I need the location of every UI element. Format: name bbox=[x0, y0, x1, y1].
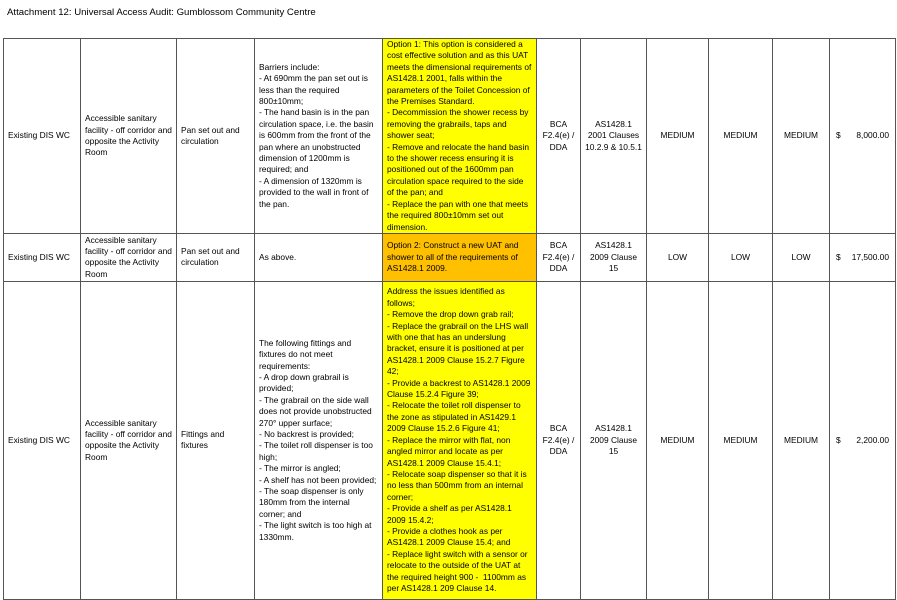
standard-cell: AS1428.1 2009 Clause 15 bbox=[581, 281, 647, 599]
cost-cell bbox=[830, 39, 896, 234]
page-title: Attachment 12: Universal Access Audit: Gumblossom Community Centre bbox=[7, 7, 316, 18]
element-cell: Pan set out and circulation bbox=[177, 39, 255, 234]
element-cell: Fittings and fixtures bbox=[177, 281, 255, 599]
issue-cell: The following fittings and fixtures do not meet requirements: - A drop down grabrail is provided; - The grabrail on the side wall does not provide unobstructed 270° upper surface; - No backrest is provided; - The toilet roll dispenser is too high; - The mirror is angled; - A shelf has not been provided; - The soap dispenser is only 180mm from the internal corner; and - The light switch is too high at 1330mm. bbox=[255, 281, 383, 599]
standard-cell: AS1428.1 2001 Clauses 10.2.9 & 10.5.1 bbox=[581, 39, 647, 234]
location-cell: Accessible sanitary facility - off corridor and opposite the Activity Room bbox=[81, 39, 177, 234]
standard-cell: AS1428.1 2009 Clause 15 bbox=[581, 233, 647, 281]
cost-value: 17,500.00 bbox=[851, 251, 889, 262]
legislation-cell: BCA F2.4(e) / DDA bbox=[537, 39, 581, 234]
priority-c-cell: MEDIUM bbox=[773, 39, 830, 234]
priority-a-cell: LOW bbox=[647, 233, 709, 281]
location-cell: Accessible sanitary facility - off corridor and opposite the Activity Room bbox=[81, 281, 177, 599]
priority-c-cell: LOW bbox=[773, 233, 830, 281]
recommendation-cell: Option 2: Construct a new UAT and shower to all of the requirements of AS1428.1 2009. bbox=[383, 233, 537, 281]
table-row bbox=[4, 281, 896, 599]
table-row bbox=[4, 39, 896, 234]
issue-cell: Barriers include: - At 690mm the pan set out is less than the required 800±10mm; - The hand basin is in the pan circulation space, i.e. the basin is 600mm from the front of the pan where an unobstructed dimension of 1200mm is required; and - A dimension of 1320mm is provided to the wall in front of the pan. bbox=[255, 39, 383, 234]
cost-value: 8,000.00 bbox=[856, 130, 889, 141]
cost-cell bbox=[830, 281, 896, 599]
element-cell: Pan set out and circulation bbox=[177, 233, 255, 281]
cost-cell bbox=[830, 233, 896, 281]
priority-b-cell: MEDIUM bbox=[709, 281, 773, 599]
legislation-cell: BCA F2.4(e) / DDA bbox=[537, 281, 581, 599]
priority-b-cell: MEDIUM bbox=[709, 39, 773, 234]
audit-table bbox=[3, 38, 896, 600]
issue-cell: As above. bbox=[255, 233, 383, 281]
item-cell: Existing DIS WC bbox=[4, 281, 81, 599]
priority-c-cell: MEDIUM bbox=[773, 281, 830, 599]
recommendation-cell: Option 1: This option is considered a cost effective solution and as this UAT meets the dimensional requirements of AS1428.1 2001, falls within the parameters of the Toilet Concession of the Premises Standard. - Decommission the shower recess by removing the grabrails, taps and shower seat; - Remove and relocate the hand basin to the shower recess ensuring it is positioned out of the 1600mm pan circulation space required to the side of the pan; and - Replace the pan with one that meets the required 800±10mm set out dimension. bbox=[383, 39, 537, 234]
table-row bbox=[4, 233, 896, 281]
cost-value: 2,200.00 bbox=[856, 434, 889, 445]
item-cell: Existing DIS WC bbox=[4, 39, 81, 234]
legislation-cell: BCA F2.4(e) / DDA bbox=[537, 233, 581, 281]
recommendation-cell: Address the issues identified as follows; - Remove the drop down grab rail; - Replace the grabrail on the LHS wall with one that has an underslung bracket, ensure it is positioned at per AS1428.1 2009 Clause 15.2.7 Figure 42; - Provide a backrest to AS1428.1 2009 Clause 15.2.4 Figure 39; - Relocate the toilet roll dispenser to the zone as stipulated in AS1429.1 2009 Clause 15.2.6 Figure 41; - Replace the mirror with flat, non angled mirror and locate as per AS1428.1 2009 Clause 15.4.1; - Relocate soap dispenser so that it is no less than 500mm from an internal corner; - Provide a shelf as per AS1428.1 2009 15.4.2; - Provide a clothes hook as per AS1428.1 2009 Clause 15.4; and - Replace light switch with a sensor or relocate to the outside of the UAT at the required height 900 - 1100mm as per AS1428.1 209 Clause 14. bbox=[383, 281, 537, 599]
priority-a-cell: MEDIUM bbox=[647, 281, 709, 599]
currency-symbol: $ bbox=[836, 434, 841, 445]
location-cell: Accessible sanitary facility - off corridor and opposite the Activity Room bbox=[81, 233, 177, 281]
currency-symbol: $ bbox=[836, 251, 841, 262]
priority-a-cell: MEDIUM bbox=[647, 39, 709, 234]
priority-b-cell: LOW bbox=[709, 233, 773, 281]
item-cell: Existing DIS WC bbox=[4, 233, 81, 281]
currency-symbol: $ bbox=[836, 130, 841, 141]
